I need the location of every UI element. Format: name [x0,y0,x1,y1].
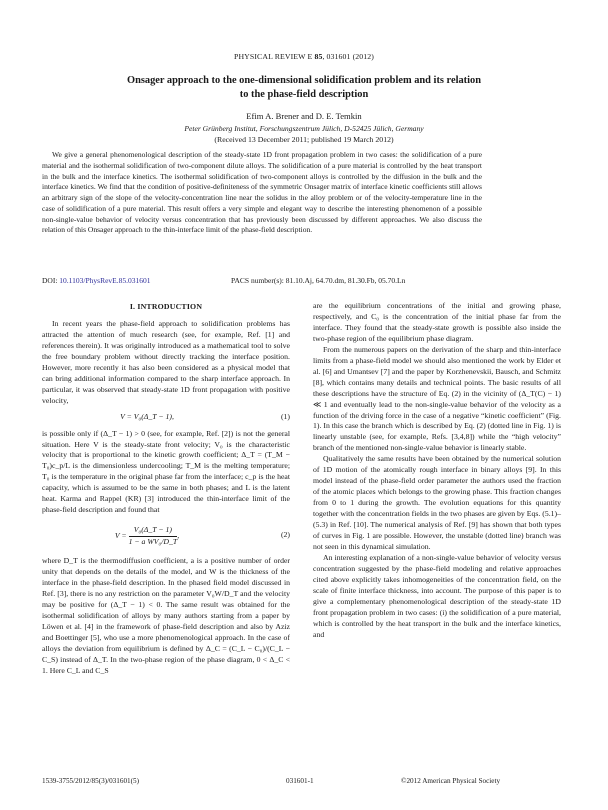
authors: Efim A. Brener and D. E. Temkin [246,111,362,121]
title-line-2: to the phase-field description [239,89,369,100]
equation-body: V = V₀(Δ_T − 1), [120,411,174,421]
paragraph: An interesting explanation of a non-single-value behavior of velocity versus concentration suggested by the phase-field modeling and relative approaches cited above explicitly takes inhomogeneities of the concentration field, on the scale of finite interface thickness, into account. The purpose of this paper is to give a complementary phenomenological description of the steady-state 1D front propagation problem in two cases: (i) the solidification of a pure material, which is controlled by the heat transport in the bulk and the interface kinetics, and [313,552,561,639]
doi-link[interactable]: 10.1103/PhysRevE.85.031601 [59,276,151,285]
equation-number: (2) [280,530,290,540]
footer-identifier: 1539-3755/2012/85(3)/031601(5) [42,777,140,785]
paragraph: where D_T is the thermodiffusion coefficient, a is a positive number of order unity that depends on the details of the model, and W is the thickness of the interface in the phase-field description. In the phased field model discussed in Ref. [3], there is no any restriction on the parameter V₀W/D_T and the velocity may be positive for (Δ_T − 1) < 0. The same result was obtained for the isothermal solidification of alloys by many authors starting from a paper by Löwen et al. [4] in the framework of phase-field description and also by Aziz and Boettinger [5], who use a more phenomenological approach. In the case of alloys the deviation from equilibrium is defined by Δ_C = (C_L − C₀)/(C_L − C_S) instead of Δ_T. In the two-phase region of the phase diagram, 0 < Δ_C < 1. Here C_L and C_S [42,556,290,675]
equation-2 [42,519,290,553]
page-number: 031601-1 [286,777,314,785]
journal-header [0,52,608,61]
journal-volume: 85 [314,52,323,61]
equation-1 [42,410,290,426]
paper-title [0,74,608,102]
equation-tail: , [177,531,180,541]
copyright: ©2012 American Physical Society [401,777,501,785]
denominator: 1 − a WV₀/D_T [128,537,178,547]
abstract: We give a general phenomenological description of the steady-state 1D front propagation problem in two cases: the solidification of a pure material and the isothermal solidification of two-component dilute alloys. The solidification of a pure material is controlled by the heat transport in the bulk and the interface kinetics. The isothermal solidification of two-component alloys is controlled by the diffusion in the bulk and the interface kinetics. We find that the condition of positive-definiteness of the symmetric Onsager matrix of interface kinetic coefficients still allows an arbitrary sign of the slope of the velocity-concentration line near the solidus in the alloy problem or of the velocity-temperature line in the case of solidification of a pure material. This result offers a very simple and elegant way to describe the interesting phenomenon of a possible non-single-value behavior of velocity versus concentration that has previously been discussed by different approaches. We also discuss the relation of this Onsager approach to the thin-interface limit of the phase-field description. [42,150,482,235]
fraction [129,525,178,548]
paragraph: is possible only if (Δ_T − 1) > 0 (see, for example, Ref. [2]) is not the general situation. Here V is the steady-state front velocity; V₀ is the characteristic velocity that is proportional to the kinetic growth coefficient; Δ_T = (T_M − T₀)c_p/L is the dimensionless undercooling; T_M is the melting temperature; T₀ is the temperature in the original phase far from the interface; c_p is the heat capacity, which is assumed to be the same in both phases; and L is the latent heat. Karma and Rappel (KR) [3] introduced the thin-interface limit of the phase-field description and found that [42,428,290,515]
paragraph: From the numerous papers on the derivation of the sharp and thin-interface limits from a phase-field model we should also mentioned the work by Elder et al. [6] and Umantsev [7] and the paper by Korzhenevskii, Bausch, and Schmitz [8], which contains many details and technical points. The basic results of all these descriptions have the structure of Eq. (2) in the vicinity of (Δ_T(C) − 1) ≪ 1 and eventually lead to the non-single-value behavior of the velocity as a function of the driving force in the case of a negative “kinetic coefficient” (Fig. 1). In this case the branch which is described by Eq. (2) (dotted line in Fig. 1) is linearly unstable (see, for example, Refs. [3,4,8]) while the “high velocity” branch of the mentioned non-single-value behavior is linearly stable. [313,344,561,453]
paragraph: In recent years the phase-field approach to solidification problems has attracted the attention of much research (see, for example, Ref. [1] and references therein). It was originally introduced as a mathematical tool to solve the free boundary problem without directly tracking the interface position. However, more recently it has also been considered as a physical model that can bring additional information compared to the sharp interface approach. In particular, it was observed that steady-state 1D front propagation with positive velocity, [42,318,290,405]
title-line-1: Onsager approach to the one-dimensional solidification problem and its relation [127,75,481,86]
pacs-numbers: PACS number(s): 81.10.Aj, 64.70.dm, 81.30.Fb, 05.70.Ln [231,276,406,285]
article-info: , 031601 (2012) [322,52,374,61]
left-column [42,302,290,677]
affiliation: Peter Grünberg Institut, Forschungszentrum Jülich, D-52425 Jülich, Germany [184,124,424,133]
section-heading: I. INTRODUCTION [129,302,203,311]
paragraph: Qualitatively the same results have been obtained by the numerical solution of 1D motion of the atomically rough interface in binary alloys [9]. In this model instead of the phase-field order parameter the authors used the fraction of the atomic places which belongs to the growing phase. This fraction changes from 0 to 1 during the growth. The evolution equations for this quantity together with the concentration fields in the two phases are given by Eqs. (5.1)–(5.3) in Ref. [10]. The numerical analysis of Ref. [9] has shown that both types of curves in Fig. 1 are possible. However, the unstable (dotted line) branch was not seen in this dynamical simulation. [313,454,561,551]
right-column [313,301,561,641]
equation-lhs: V = [114,531,127,541]
journal-name: PHYSICAL REVIEW E [234,52,313,61]
equation-body [42,525,252,548]
received-date: (Received 13 December 2011; published 19 March 2012) [214,135,394,144]
article-meta [42,276,485,285]
doi-label: DOI: [42,276,58,285]
equation-number: (1) [280,411,290,421]
paragraph: are the equilibrium concentrations of the initial and growing phase, respectively, and C₀ is the concentration of the initial phase far from the interface. They found that the steady-state growth is possible also inside the two-phase region of the equilibrium phase diagram. [313,301,561,343]
numerator: V₀(Δ_T − 1) [129,525,178,537]
